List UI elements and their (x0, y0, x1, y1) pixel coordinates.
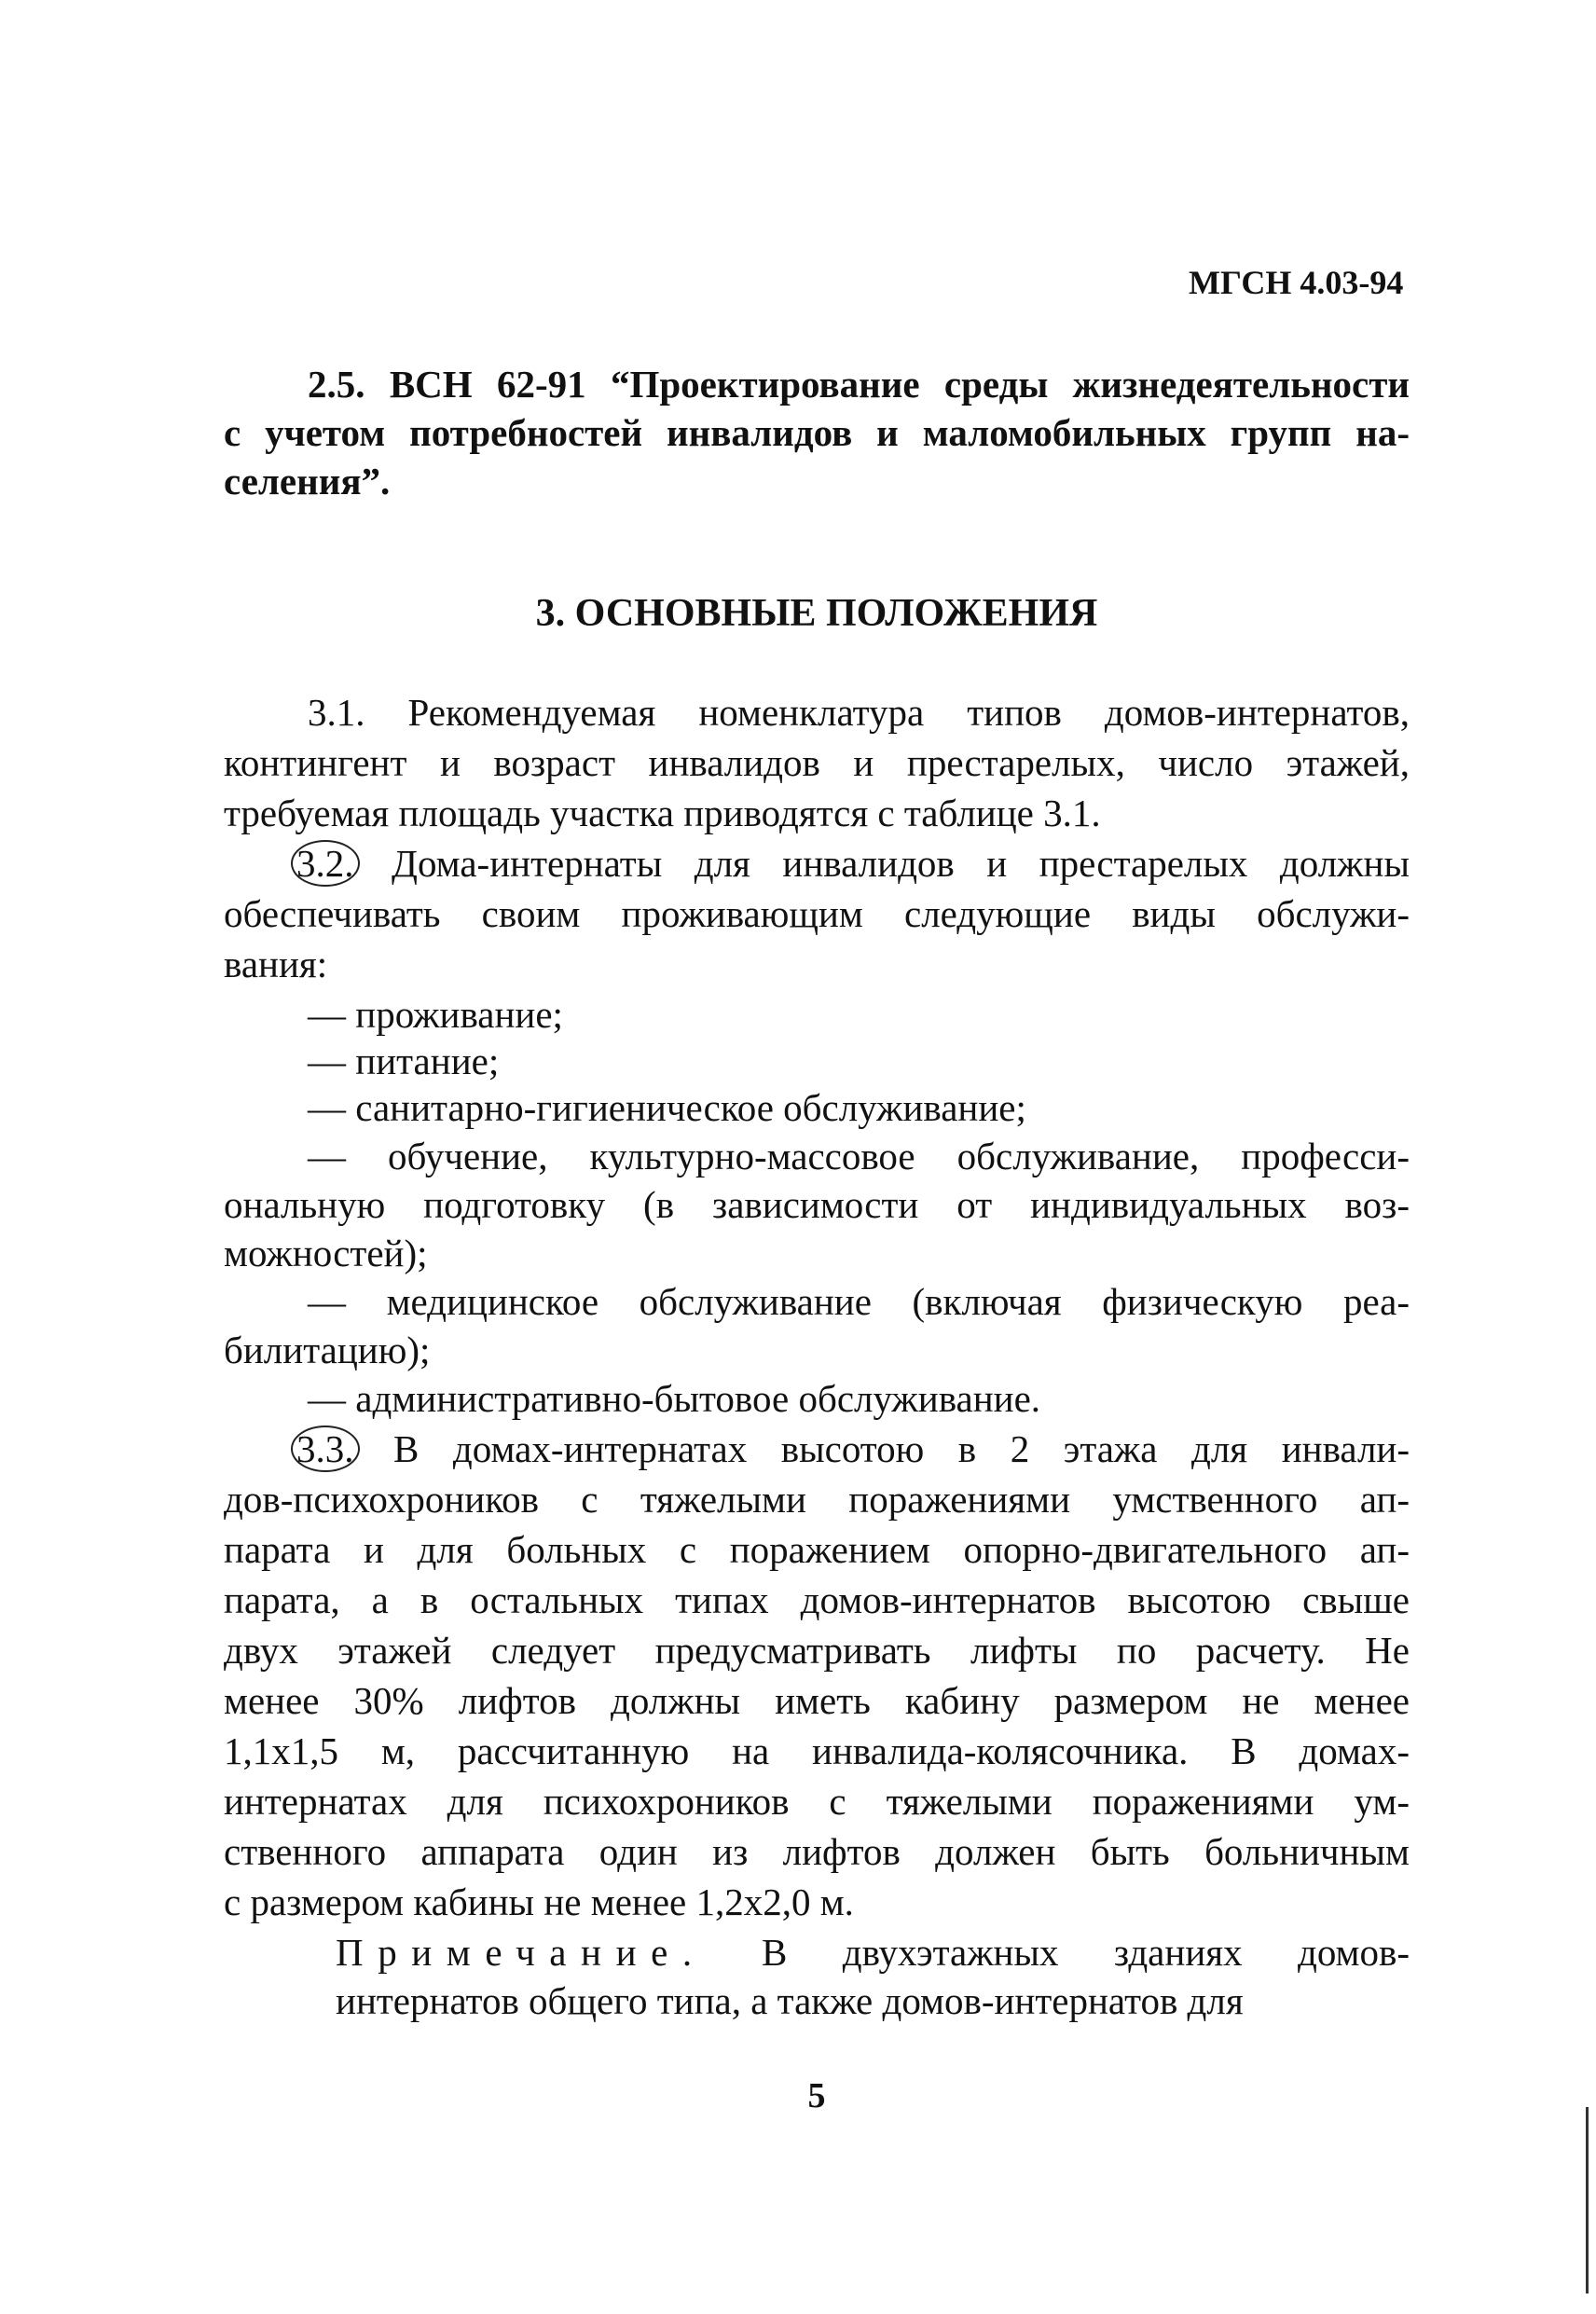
list-item-5-line-1: — медицинское обслуживание (включая физическую реа- (308, 1280, 1410, 1323)
reference-2-5-line-3: селения”. (224, 460, 391, 503)
reference-2-5-line-2: с учетом потребностей инвалидов и маломобильных групп на- (224, 411, 1410, 454)
paragraph-number-3-2: 3.2. (291, 840, 360, 887)
document-code: МГСН 4.03-94 (1189, 264, 1404, 301)
paragraph-3-2-line-1: 3.2. Дома-интернаты для инвалидов и престарелых должны (291, 839, 1410, 888)
note-line-1: Примечание. В двухэтажных зданиях домов- (336, 1931, 1410, 1974)
paragraph-3-3-line-6: менее 30% лифтов должны иметь кабину размером не менее (224, 1679, 1410, 1722)
list-item-5-line-2: билитацию); (224, 1329, 431, 1371)
list-item: — питание; (308, 1040, 500, 1082)
note-label: Примечание. (336, 1931, 707, 1974)
paragraph-3-3-line-7: 1,1x1,5 м, рассчитанную на инвалида-колясочника. В домах- (224, 1729, 1410, 1772)
paragraph-3-3-line-10: с размером кабины не менее 1,2x2,0 м. (224, 1880, 854, 1923)
list-item: — санитарно-гигиеническое обслуживание; (308, 1086, 1026, 1129)
reference-2-5-line-1: 2.5. ВСН 62-91 “Проектирование среды жизнедеятельности (308, 363, 1410, 406)
list-item-4-line-3: можностей); (224, 1232, 428, 1274)
list-item-4-line-1: — обучение, культурно-массовое обслуживание, професси- (308, 1135, 1410, 1178)
page-number: 5 (807, 2076, 826, 2115)
paragraph-3-3-line-5: двух этажей следует предусматривать лифты по расчету. Не (224, 1629, 1410, 1672)
paragraph-number-3-3: 3.3. (291, 1426, 360, 1472)
paragraph-3-3-line-8: интернатах для психохроников с тяжелыми поражениями ум- (224, 1780, 1410, 1823)
list-item-6: — административно-бытовое обслуживание. (308, 1377, 1041, 1420)
paragraph-3-1-line-3: требуемая площадь участка приводятся с таблице 3.1. (224, 792, 1101, 834)
section-heading: 3. ОСНОВНЫЕ ПОЛОЖЕНИЯ (535, 592, 1098, 635)
paragraph-3-1-line-2: контингент и возраст инвалидов и престарелых, число этажей, (224, 741, 1410, 784)
paragraph-3-3-line-1: 3.3. В домах-интернатах высотою в 2 этажа для инвали- (291, 1425, 1410, 1473)
paragraph-3-3-line-2: дов-психохроников с тяжелыми поражениями умственного ап- (224, 1478, 1410, 1521)
list-item-4-line-2: ональную подготовку (в зависимости от индивидуальных воз- (224, 1183, 1410, 1226)
paragraph-3-3-line-9: ственного аппарата один из лифтов должен быть больничным (224, 1830, 1410, 1873)
list-item: — проживание; (308, 993, 563, 1036)
paragraph-3-2-line-2: обеспечивать своим проживающим следующие виды обслужи- (224, 892, 1410, 935)
note-line-2: интернатов общего типа, а также домов-интернатов для (336, 1979, 1244, 2022)
scan-edge-mark (1586, 2107, 1589, 2293)
paragraph-3-3-line-3: парата и для больных с поражением опорно-двигательного ап- (224, 1528, 1410, 1571)
paragraph-3-3-line-4: парата, а в остальных типах домов-интернатов высотою свыше (224, 1578, 1410, 1621)
paragraph-3-1-line-1: 3.1. Рекомендуемая номенклатура типов домов-интернатов, (308, 691, 1410, 734)
paragraph-3-2-line-3: вания: (224, 943, 328, 985)
